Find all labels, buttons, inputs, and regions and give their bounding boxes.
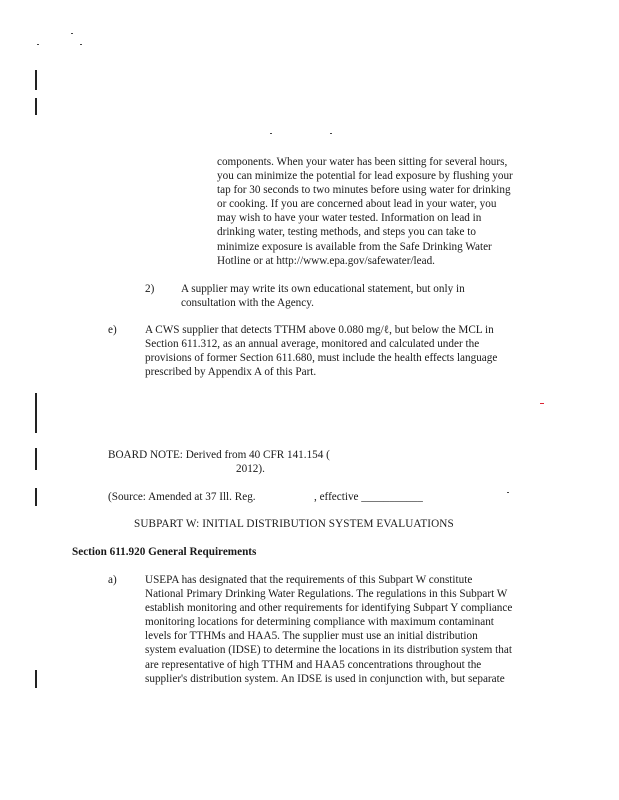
item-a-label: a) (108, 574, 117, 586)
paragraph-line: USEPA has designated that the requirements of this Subpart W constitute (145, 574, 473, 586)
paragraph-line: levels for TTHMs and HAA5. The supplier must use an initial distribution (145, 630, 478, 643)
paragraph-line: you can minimize the potential for lead exposure by flushing your (217, 170, 513, 183)
continued-paragraph (217, 155, 513, 268)
source-note-effective (314, 490, 423, 504)
paragraph-line: monitoring locations for determining compliance with maximum contaminant (145, 616, 494, 629)
item-2-text (181, 282, 465, 310)
paragraph-line: or cooking. If you are concerned about lead in your water, you (217, 198, 497, 211)
scan-speck (540, 403, 544, 404)
paragraph-line: supplier's distribution system. An IDSE is used in conjunction with, but separate (145, 672, 505, 685)
change-bar (35, 670, 37, 688)
change-bar (35, 98, 37, 115)
change-bar (35, 70, 37, 90)
paragraph-line: A supplier may write its own educational statement, but only in (181, 283, 465, 295)
paragraph-line: minimize exposure is available from the Safe Drinking Water (217, 240, 492, 253)
paragraph-line: drinking water, testing methods, and steps you can take to (217, 226, 476, 239)
source-note (108, 490, 256, 504)
scan-speck (330, 133, 332, 134)
paragraph-line: prescribed by Appendix A of this Part. (145, 366, 317, 379)
paragraph-line: are representative of high TTHM and HAA5 concentrations throughout the (145, 658, 482, 671)
paragraph-line: system evaluation (IDSE) to determine the locations in its distribution system that (145, 644, 512, 657)
scan-speck (507, 492, 509, 493)
change-bar (35, 448, 37, 470)
paragraph-line: consultation with the Agency. (181, 297, 314, 310)
scan-speck (71, 33, 73, 34)
paragraph-line: provisions of former Section 611.680, must include the health effects language (145, 352, 498, 365)
scan-speck (37, 44, 39, 45)
paragraph-line: Hotline or at http://www.epa.gov/safewater/lead. (217, 254, 435, 267)
subpart-title: SUBPART W: INITIAL DISTRIBUTION SYSTEM EVALUATIONS (134, 518, 454, 530)
paragraph-line: may wish to have your water tested. Information on lead in (217, 212, 482, 225)
board-note-line-2: 2012). (236, 463, 265, 475)
board-note-line-1: BOARD NOTE: Derived from 40 CFR 141.154 ( (108, 449, 330, 461)
item-2-number: 2) (145, 283, 155, 295)
paragraph-line: A CWS supplier that detects TTHM above 0.080 mg/ℓ, but below the MCL in (145, 324, 494, 336)
item-e-text (145, 323, 497, 379)
scan-speck (80, 44, 82, 45)
source-note-text: (Source: Amended at 37 Ill. Reg. (108, 491, 256, 503)
change-bar (35, 488, 37, 506)
paragraph-line: establish monitoring and other requirements for identifying Subpart Y compliance (145, 602, 513, 615)
item-e-label: e) (108, 324, 117, 336)
paragraph-line: tap for 30 seconds to two minutes before using water for drinking (217, 184, 511, 197)
source-note-effective-text: , effective ___________ (314, 491, 423, 503)
section-heading: Section 611.920 General Requirements (72, 546, 257, 558)
paragraph-line: National Primary Drinking Water Regulations. The regulations in this Subpart W (145, 588, 508, 601)
board-note (108, 448, 330, 462)
board-note-date (236, 462, 265, 476)
paragraph-line: components. When your water has been sitting for several hours, (217, 156, 508, 168)
change-bar (35, 393, 37, 433)
item-a-text (145, 573, 512, 686)
paragraph-line: Section 611.312, as an annual average, monitored and calculated under the (145, 338, 480, 351)
scan-speck (270, 133, 272, 134)
